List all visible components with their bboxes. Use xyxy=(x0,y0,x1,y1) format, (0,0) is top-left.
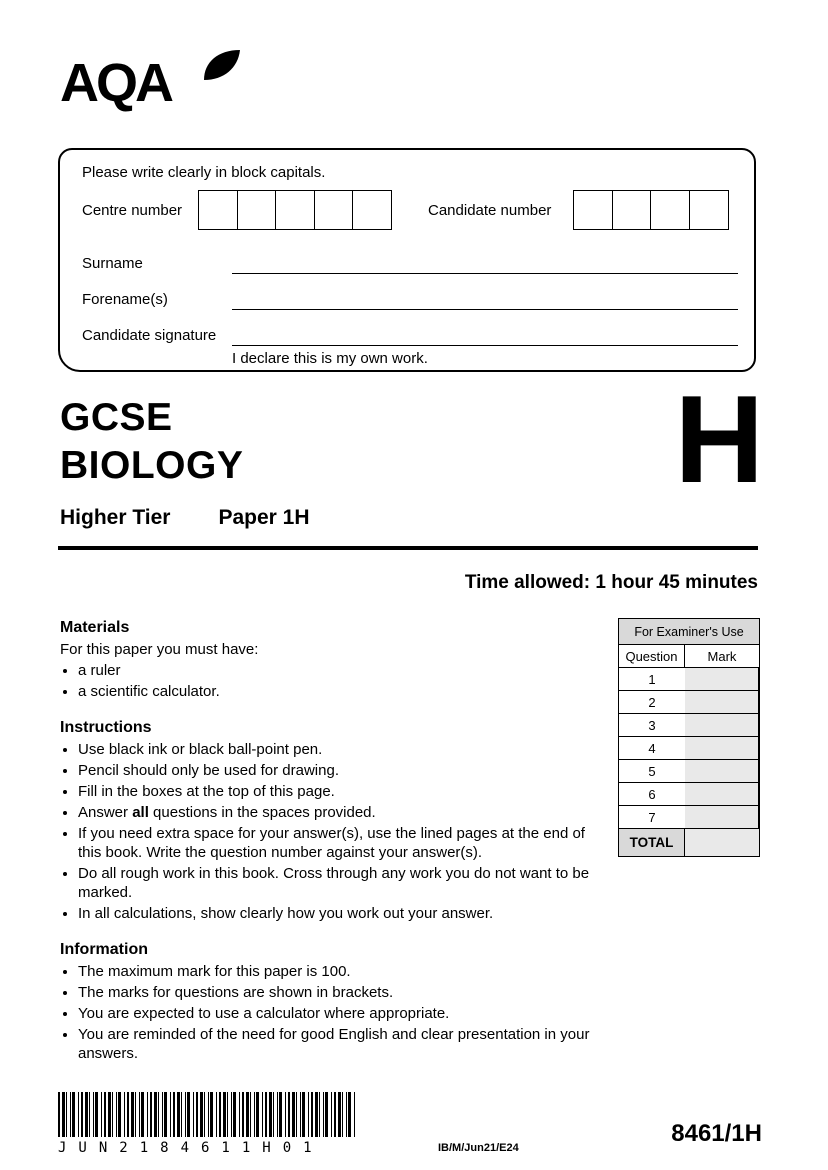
centre-number-cell[interactable] xyxy=(237,190,277,230)
instructions-item: • Answer all questions in the spaces provided. xyxy=(78,803,608,822)
block-capitals-instruction: Please write clearly in block capitals. xyxy=(82,164,326,181)
time-allowed: Time allowed: 1 hour 45 minutes xyxy=(464,572,758,593)
instructions-item: • In all calculations, show clearly how you work out your answer. xyxy=(78,904,608,923)
mark-cell xyxy=(685,668,759,691)
paper-label: Paper 1H xyxy=(218,506,310,529)
forenames-row xyxy=(82,288,738,310)
question-cell: 2 xyxy=(619,691,685,714)
question-cell: 5 xyxy=(619,760,685,783)
information-heading: Information xyxy=(60,941,148,958)
examiner-table-title: For Examiner's Use xyxy=(619,619,759,645)
question-cell: 1 xyxy=(619,668,685,691)
materials-list xyxy=(60,661,608,701)
candidate-number-cell[interactable] xyxy=(689,190,729,230)
centre-number-boxes xyxy=(198,190,392,230)
main-content xyxy=(60,618,760,1080)
tier-letter: H xyxy=(674,371,764,509)
examiner-table xyxy=(618,618,760,857)
aqa-logo xyxy=(60,52,260,118)
divider-rule xyxy=(58,546,758,550)
centre-number-label: Centre number xyxy=(82,201,183,219)
information-item: • You are reminded of the need for good English and clear presentation in your answers. xyxy=(78,1025,608,1063)
centre-number-cell[interactable] xyxy=(275,190,315,230)
candidate-number-boxes xyxy=(573,190,729,230)
signature-input-line[interactable] xyxy=(232,324,738,346)
mark-cell xyxy=(685,760,759,783)
subject-title: BIOLOGY xyxy=(60,444,244,487)
barcode-text: JUN2184611H01 xyxy=(58,1140,324,1156)
instructions-item: • If you need extra space for your answer(s), use the lined pages at the end of this book. Write the question number against your answer(s). xyxy=(78,824,608,862)
paper-reference: 8461/1H xyxy=(671,1120,762,1147)
question-cell: 4 xyxy=(619,737,685,760)
candidate-details-box xyxy=(58,148,756,372)
materials-item: • a scientific calculator. xyxy=(78,682,608,701)
surname-label: Surname xyxy=(82,255,143,272)
tier-label: Higher Tier xyxy=(60,506,171,529)
materials-section xyxy=(60,618,608,701)
information-list xyxy=(60,962,608,1063)
barcode xyxy=(58,1092,356,1156)
mark-cell xyxy=(685,737,759,760)
mark-cell xyxy=(685,783,759,806)
signature-label: Candidate signature xyxy=(82,327,217,344)
total-mark-cell xyxy=(685,829,759,856)
information-item: • You are expected to use a calculator where appropriate. xyxy=(78,1004,608,1023)
question-column-header: Question xyxy=(619,645,685,668)
aqa-leaf-icon xyxy=(200,46,244,89)
forenames-input-line[interactable] xyxy=(232,288,738,310)
surname-row xyxy=(82,252,738,274)
signature-row xyxy=(82,324,738,346)
number-boxes-row xyxy=(82,190,738,230)
declaration-text: I declare this is my own work. xyxy=(232,350,428,367)
candidate-number-label: Candidate number xyxy=(428,201,552,219)
materials-heading: Materials xyxy=(60,619,130,636)
instructions-item: • Fill in the boxes at the top of this page. xyxy=(78,782,608,801)
total-label: TOTAL xyxy=(619,829,685,856)
instructions-heading: Instructions xyxy=(60,719,152,736)
materials-item: • a ruler xyxy=(78,661,608,680)
information-section xyxy=(60,940,608,1063)
instructions-item: • Use black ink or black ball-point pen. xyxy=(78,740,608,759)
instructions-item: • Do all rough work in this book. Cross through any work you do not want to be marked. xyxy=(78,864,608,902)
qualification-title: GCSE xyxy=(60,396,173,439)
footer xyxy=(58,1090,762,1156)
instructions-item: • Pencil should only be used for drawing. xyxy=(78,761,608,780)
mark-cell xyxy=(685,691,759,714)
mark-cell xyxy=(685,806,759,829)
title-block xyxy=(60,394,310,530)
centre-number-cell[interactable] xyxy=(198,190,238,230)
question-cell: 3 xyxy=(619,714,685,737)
examiner-table-grid xyxy=(619,645,759,829)
centre-number-cell[interactable] xyxy=(314,190,354,230)
mark-column-header: Mark xyxy=(685,645,759,668)
mark-cell xyxy=(685,714,759,737)
forenames-label: Forename(s) xyxy=(82,291,168,308)
candidate-number-cell[interactable] xyxy=(573,190,613,230)
information-item: • The maximum mark for this paper is 100. xyxy=(78,962,608,981)
total-row xyxy=(619,829,759,856)
question-cell: 7 xyxy=(619,806,685,829)
examiner-column xyxy=(618,618,760,1080)
barcode-bars-icon xyxy=(58,1092,356,1137)
surname-input-line[interactable] xyxy=(232,252,738,274)
notes-column xyxy=(60,618,608,1080)
aqa-logo-text: AQA xyxy=(60,53,171,113)
candidate-number-cell[interactable] xyxy=(612,190,652,230)
instructions-section xyxy=(60,718,608,923)
question-cell: 6 xyxy=(619,783,685,806)
information-item: • The marks for questions are shown in brackets. xyxy=(78,983,608,1002)
footer-code: IB/M/Jun21/E24 xyxy=(438,1142,519,1154)
candidate-number-cell[interactable] xyxy=(650,190,690,230)
centre-number-cell[interactable] xyxy=(352,190,392,230)
instructions-list xyxy=(60,740,608,923)
materials-intro: For this paper you must have: xyxy=(60,641,259,658)
